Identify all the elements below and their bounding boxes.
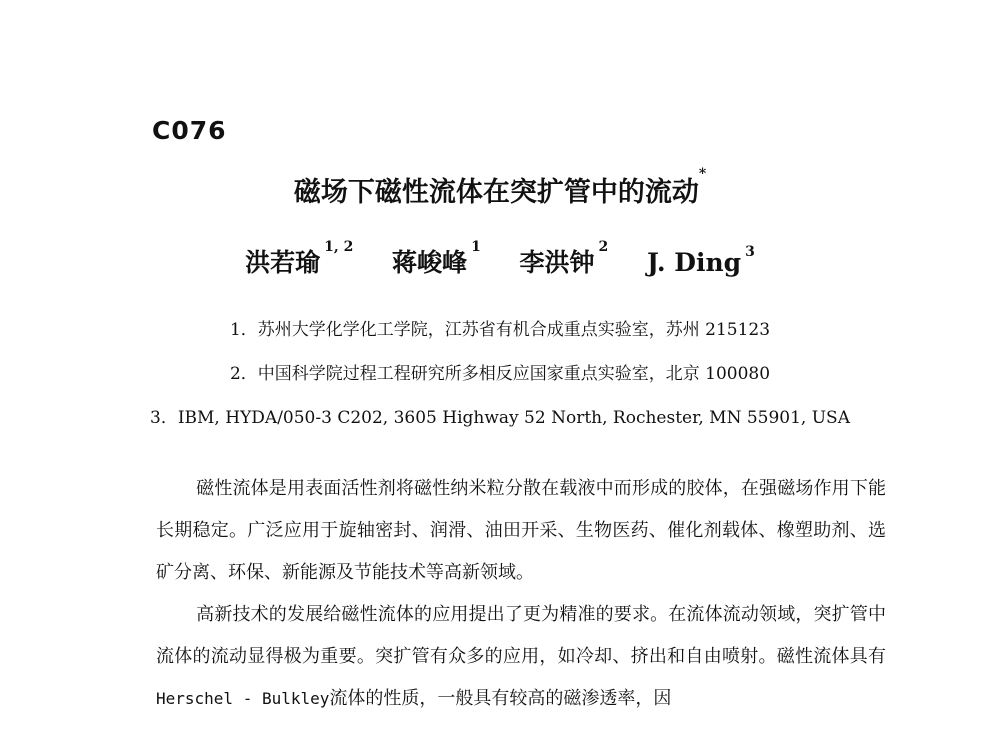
title-text: 磁场下磁性流体在突扩管中的流动	[293, 177, 699, 208]
affiliation-2: 2．中国科学院过程工程研究所多相反应国家重点实验室，北京 100080	[229, 364, 771, 384]
paragraph-1	[156, 468, 886, 594]
author-list	[0, 239, 1000, 279]
author-2	[392, 239, 481, 279]
affiliation-list	[0, 318, 1000, 450]
author-name: 蒋峻峰	[392, 248, 468, 277]
affiliation-3: 3．IBM, HYDA/050-3 C202, 3605 Highway 52 North, Rochester, MN 55901, USA	[150, 408, 850, 428]
paragraph-text: 流体的性质，一般具有较高的磁渗透率，因	[329, 688, 672, 709]
author-name: J. Ding	[647, 248, 742, 277]
paragraph-text: 磁性流体是用表面活性剂将磁性纳米粒分散在载液中而形成的胶体，在强磁场作用下能长期稳定。广泛应用于旋轴密封、润滑、油田开采、生物医药、催化剂载体、橡塑助剂、选矿分离、环保、新能源及节能技术等高新领域。	[156, 478, 886, 583]
author-name: 李洪钟	[519, 248, 595, 277]
author-affiliation-mark: 2	[598, 239, 609, 255]
paper-code: C076	[152, 116, 227, 145]
paragraph-text: 高新技术的发展给磁性流体的应用提出了更为精准的要求。在流体流动领域，突扩管中流体的流动显得极为重要。突扩管有众多的应用，如冷却、挤出和自由喷射。磁性流体具有	[156, 604, 886, 667]
author-affiliation-mark: 3	[745, 244, 755, 260]
author-affiliation-mark: 1, 2	[324, 239, 354, 255]
paper-title	[0, 166, 1000, 209]
author-1	[245, 239, 354, 279]
author-3	[519, 239, 609, 279]
paragraph-2	[156, 594, 886, 720]
abstract-body	[156, 468, 886, 720]
affiliation-1: 1．苏州大学化学化工学院，江苏省有机合成重点实验室，苏州 215123	[229, 320, 771, 340]
author-name: 洪若瑜	[245, 248, 321, 277]
title-footnote-mark: *	[698, 166, 707, 182]
author-affiliation-mark: 1	[471, 239, 481, 255]
herschel-bulkley-term: Herschel - Bulkley	[156, 689, 330, 708]
author-4	[647, 244, 755, 277]
